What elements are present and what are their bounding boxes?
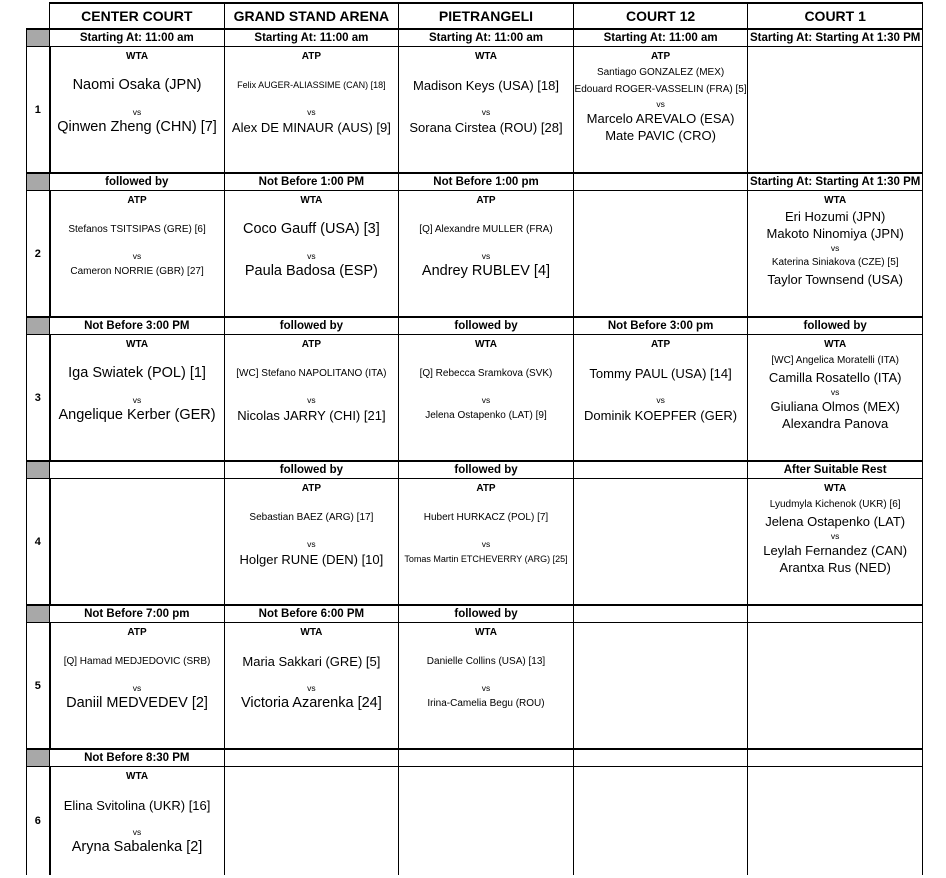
tour-label: WTA <box>824 195 847 206</box>
match-cell <box>748 335 923 462</box>
tour-label: ATP <box>650 339 671 350</box>
start-time-label: Not Before 7:00 pm <box>50 605 225 623</box>
match-cell <box>573 767 748 876</box>
player-name: Arantxa Rus (NED) <box>779 560 891 575</box>
start-time-label: followed by <box>224 317 399 335</box>
player-name: Holger RUNE (DEN) [10] <box>239 552 384 567</box>
match-cell <box>748 191 923 318</box>
player-name: Paula Badosa (ESP) <box>244 263 378 279</box>
corner-cell <box>27 3 50 29</box>
tour-label: WTA <box>474 339 497 350</box>
player-name: Victoria Azarenka [24] <box>240 695 382 711</box>
versus-label: vs <box>830 387 840 397</box>
player-name: Alex DE MINAUR (AUS) [9] <box>231 120 391 135</box>
player-name: Nicolas JARRY (CHI) [21] <box>237 408 386 423</box>
start-time-label: After Suitable Rest <box>748 461 923 479</box>
match-cell <box>224 191 399 318</box>
start-time-label: Not Before 1:00 pm <box>399 173 574 191</box>
player-name: Makoto Ninomiya (JPN) <box>766 226 904 241</box>
start-time-label <box>748 605 923 623</box>
start-time-label <box>573 461 748 479</box>
row-marker <box>27 461 50 479</box>
start-time-label: Starting At: 11:00 am <box>399 29 574 47</box>
match-cell <box>50 191 225 318</box>
court-header: PIETRANGELI <box>399 3 574 29</box>
match-cell <box>748 47 923 174</box>
start-time-label: followed by <box>399 461 574 479</box>
match-row <box>27 191 923 318</box>
start-time-label: followed by <box>399 317 574 335</box>
start-time-label: Starting At: 11:00 am <box>224 29 399 47</box>
match-cell <box>573 191 748 318</box>
player-name: Lyudmyla Kichenok (UKR) [6] <box>769 499 901 510</box>
versus-label: vs <box>132 251 142 261</box>
player-name: Qinwen Zheng (CHN) [7] <box>57 119 217 135</box>
start-time-label <box>399 749 574 767</box>
match-row <box>27 623 923 750</box>
versus-label: vs <box>307 395 316 405</box>
match-cell <box>399 623 574 750</box>
tour-label: WTA <box>126 771 149 782</box>
player-name: Edouard ROGER-VASSELIN (FRA) [5] <box>574 84 747 95</box>
match-cell <box>573 479 748 606</box>
match-cell <box>224 767 399 876</box>
player-name: Tomas Martin ETCHEVERRY (ARG) [25] <box>404 554 568 564</box>
start-time-label <box>573 605 748 623</box>
match-cell <box>399 767 574 876</box>
versus-label: vs <box>132 107 142 117</box>
court-header: CENTER COURT <box>50 3 225 29</box>
start-time-row <box>27 317 923 335</box>
start-time-row <box>27 29 923 47</box>
player-name: Cameron NORRIE (GBR) [27] <box>70 266 204 277</box>
match-cell <box>399 47 574 174</box>
player-name: Tommy PAUL (USA) [14] <box>589 365 732 381</box>
match-cell <box>50 47 225 174</box>
versus-label: vs <box>656 99 665 109</box>
player-name: Elina Svitolina (UKR) [16] <box>63 797 211 813</box>
versus-label: vs <box>132 395 142 405</box>
match-row <box>27 47 923 174</box>
start-time-label: Not Before 1:00 PM <box>224 173 399 191</box>
tour-label: ATP <box>476 195 496 206</box>
tour-label: WTA <box>126 339 149 350</box>
start-time-label: followed by <box>399 605 574 623</box>
start-time-row <box>27 605 923 623</box>
match-cell <box>50 623 225 750</box>
player-name: Andrey RUBLEV [4] <box>421 263 551 279</box>
court-header: COURT 1 <box>748 3 923 29</box>
start-time-label <box>573 173 748 191</box>
versus-label: vs <box>481 107 491 117</box>
player-name: Katerina Siniakova (CZE) [5] <box>771 257 899 268</box>
court-header: COURT 12 <box>573 3 748 29</box>
player-name: Camilla Rosatello (ITA) <box>768 370 902 385</box>
player-name: Coco Gauff (USA) [3] <box>243 220 380 237</box>
start-time-label: Starting At: Starting At 1:30 PM <box>748 173 923 191</box>
match-cell <box>573 623 748 750</box>
tour-label: WTA <box>300 195 323 206</box>
match-cell <box>399 335 574 462</box>
start-time-label: Not Before 6:00 PM <box>224 605 399 623</box>
player-name: Stefanos TSITSIPAS (GRE) [6] <box>68 223 206 235</box>
tour-label: WTA <box>474 627 497 638</box>
versus-label: vs <box>830 243 840 253</box>
player-name: Daniil MEDVEDEV [2] <box>66 695 208 711</box>
start-time-label: followed by <box>224 461 399 479</box>
versus-label: vs <box>481 395 491 405</box>
row-marker <box>27 173 50 191</box>
player-name: [WC] Angelica Moratelli (ITA) <box>771 355 899 366</box>
player-name: [WC] Stefano NAPOLITANO (ITA) <box>236 367 387 379</box>
player-name: [Q] Rebecca Sramkova (SVK) <box>419 367 553 379</box>
tour-label: ATP <box>301 51 322 62</box>
match-cell <box>50 767 225 876</box>
player-name: Sorana Cirstea (ROU) [28] <box>409 120 563 135</box>
match-cell <box>573 47 748 174</box>
tour-label: ATP <box>301 339 322 350</box>
start-time-row <box>27 749 923 767</box>
tour-label: ATP <box>127 195 147 206</box>
tour-label: ATP <box>301 483 322 494</box>
match-cell <box>399 191 574 318</box>
start-time-label: followed by <box>50 173 225 191</box>
start-time-label: Not Before 3:00 pm <box>573 317 748 335</box>
versus-label: vs <box>481 251 491 261</box>
match-row <box>27 335 923 462</box>
tour-label: WTA <box>824 483 847 494</box>
match-cell <box>748 767 923 876</box>
player-name: Hubert HURKACZ (POL) [7] <box>423 511 549 523</box>
row-marker <box>27 29 50 47</box>
match-cell <box>224 47 399 174</box>
player-name: Alexandra Panova <box>782 416 889 431</box>
player-name: Giuliana Olmos (MEX) <box>770 399 900 414</box>
player-name: Iga Swiatek (POL) [1] <box>68 364 206 381</box>
versus-label: vs <box>307 683 316 693</box>
versus-label: vs <box>481 683 491 693</box>
match-row <box>27 767 923 876</box>
start-time-label <box>50 461 225 479</box>
player-name: Irina-Camelia Begu (ROU) <box>427 698 545 709</box>
match-cell <box>224 335 399 462</box>
versus-label: vs <box>830 531 840 541</box>
versus-label: vs <box>656 395 665 405</box>
match-cell <box>50 335 225 462</box>
tour-label: WTA <box>300 627 323 638</box>
versus-label: vs <box>307 539 316 549</box>
start-time-label: Not Before 3:00 PM <box>50 317 225 335</box>
tour-label: WTA <box>126 51 149 62</box>
player-name: Mate PAVIC (CRO) <box>605 128 716 143</box>
round-number: 1 <box>27 47 50 174</box>
court-header: GRAND STAND ARENA <box>224 3 399 29</box>
match-cell <box>50 479 225 606</box>
player-name: Taylor Townsend (USA) <box>767 272 903 287</box>
player-name: Jelena Ostapenko (LAT) <box>765 514 906 529</box>
tour-label: ATP <box>476 483 496 494</box>
start-time-label <box>224 749 399 767</box>
player-name: [Q] Alexandre MULLER (FRA) <box>419 223 553 235</box>
versus-label: vs <box>132 827 142 837</box>
match-cell <box>224 479 399 606</box>
player-name: Marcelo AREVALO (ESA) <box>586 111 735 126</box>
start-time-label: Starting At: 11:00 am <box>573 29 748 47</box>
start-time-label: Not Before 8:30 PM <box>50 749 225 767</box>
player-name: Aryna Sabalenka [2] <box>71 839 203 855</box>
player-name: Naomi Osaka (JPN) <box>72 76 202 93</box>
player-name: Jelena Ostapenko (LAT) [9] <box>425 410 547 421</box>
schedule-table <box>26 2 923 875</box>
versus-label: vs <box>481 539 491 549</box>
player-name: Sebastian BAEZ (ARG) [17] <box>249 511 374 523</box>
round-number: 3 <box>27 335 50 462</box>
player-name: Felix AUGER-ALIASSIME (CAN) [18] <box>237 79 386 90</box>
match-cell <box>224 623 399 750</box>
round-number: 5 <box>27 623 50 750</box>
player-name: Danielle Collins (USA) [13] <box>426 655 546 667</box>
player-name: Leylah Fernandez (CAN) <box>763 543 908 558</box>
start-time-row <box>27 461 923 479</box>
tour-label: ATP <box>650 51 671 62</box>
order-of-play-sheet <box>26 2 922 875</box>
versus-label: vs <box>307 251 316 261</box>
player-name: Dominik KOEPFER (GER) <box>584 408 738 423</box>
row-marker <box>27 605 50 623</box>
tour-label: WTA <box>474 51 497 62</box>
round-number: 4 <box>27 479 50 606</box>
row-marker <box>27 749 50 767</box>
round-number: 2 <box>27 191 50 318</box>
player-name: Eri Hozumi (JPN) <box>784 209 886 224</box>
match-cell <box>399 479 574 606</box>
start-time-label <box>573 749 748 767</box>
match-row <box>27 479 923 606</box>
match-cell <box>748 623 923 750</box>
player-name: Angelique Kerber (GER) <box>58 407 216 423</box>
match-cell <box>573 335 748 462</box>
start-time-row <box>27 173 923 191</box>
start-time-label: Starting At: Starting At 1:30 PM <box>748 29 923 47</box>
start-time-label <box>748 749 923 767</box>
court-header-row <box>27 3 923 29</box>
tour-label: ATP <box>127 627 147 638</box>
match-cell <box>748 479 923 606</box>
tour-label: WTA <box>824 339 847 350</box>
start-time-label: Starting At: 11:00 am <box>50 29 225 47</box>
round-number: 6 <box>27 767 50 876</box>
player-name: Santiago GONZALEZ (MEX) <box>596 67 725 78</box>
versus-label: vs <box>132 683 142 693</box>
versus-label: vs <box>307 107 316 117</box>
row-marker <box>27 317 50 335</box>
player-name: Madison Keys (USA) [18] <box>413 77 559 93</box>
start-time-label: followed by <box>748 317 923 335</box>
player-name: Maria Sakkari (GRE) [5] <box>242 653 381 669</box>
player-name: [Q] Hamad MEDJEDOVIC (SRB) <box>63 655 211 667</box>
